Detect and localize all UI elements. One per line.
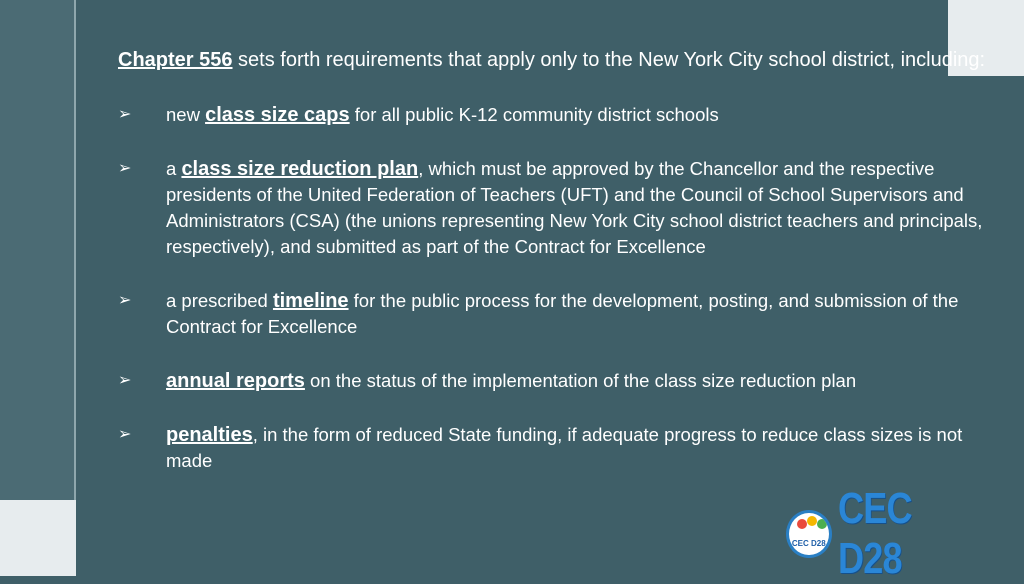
arrow-bullet-icon: ➢	[118, 106, 132, 123]
corner-decoration-bottom-left	[0, 500, 76, 576]
bullet-text: for all public K-12 community district schools	[349, 104, 719, 125]
bullet-text: on the status of the implementation of the class size reduction plan	[304, 370, 857, 391]
arrow-bullet-icon: ➢	[118, 426, 132, 443]
keyword-annual-reports: annual reports	[166, 370, 305, 392]
bullet-text: , which must be approved by the Chancellor and the respective presidents of the United Federation of Teachers (UFT) and the Council of School Supervisors and Administrators (CSA) (the unions representing New York City school district teachers and principals, respectively), and submitted as part of the Contract for Excellence	[166, 158, 983, 257]
requirements-list	[118, 102, 988, 474]
keyword-penalties: penalties	[166, 424, 253, 446]
intro-text: sets forth requirements that apply only to the New York City school district, including:	[232, 49, 986, 71]
list-item-class-size-reduction-plan	[118, 156, 988, 260]
cec-d28-logo	[786, 484, 1006, 583]
bullet-text: for the public process for the development, posting, and submission of the Contract for Excellence	[166, 290, 959, 337]
left-strip-divider	[74, 0, 76, 576]
bullet-text: , in the form of reduced State funding, if adequate progress to reduce class sizes is not made	[166, 424, 963, 471]
chapter-556-link[interactable]: Chapter 556	[118, 49, 233, 71]
arrow-bullet-icon: ➢	[118, 292, 132, 309]
keyword-class-size-reduction-plan: class size reduction plan	[181, 158, 419, 180]
keyword-class-size-caps: class size caps	[205, 104, 350, 126]
badge-label: CEC D28	[791, 539, 826, 548]
intro-paragraph	[118, 47, 988, 74]
list-item-penalties	[118, 422, 988, 474]
list-item-annual-reports	[118, 368, 988, 394]
cec-d28-wordmark: CEC D28	[837, 484, 912, 583]
left-strip	[0, 0, 74, 576]
arrow-bullet-icon: ➢	[118, 160, 132, 177]
cec-d28-badge-icon	[786, 510, 832, 558]
bullet-prefix: a prescribed	[166, 290, 273, 311]
bullet-prefix: new	[166, 104, 206, 125]
list-item-timeline	[118, 288, 988, 340]
keyword-timeline: timeline	[272, 290, 349, 312]
list-item-class-size-caps	[118, 102, 988, 128]
arrow-bullet-icon: ➢	[118, 372, 132, 389]
bullet-prefix: a	[166, 158, 182, 179]
slide-content	[118, 47, 988, 502]
